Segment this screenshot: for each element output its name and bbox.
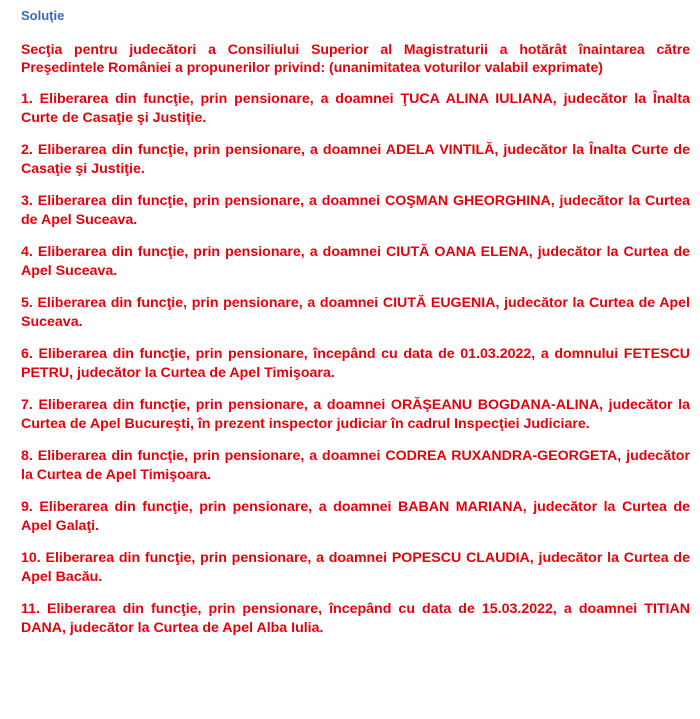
decision-item-4: 4. Eliberarea din funcţie, prin pensionare, a doamnei CIUTĂ OANA ELENA, judecător la Curtea de Apel Suceava. [21,244,690,279]
decision-item-6: 6. Eliberarea din funcţie, prin pensionare, începând cu data de 01.03.2022, a domnului FETESCU PETRU, judecător la Curtea de Apel Timişoara. [21,346,690,381]
decision-item-11: 11. Eliberarea din funcţie, prin pensionare, începând cu data de 15.03.2022, a doamnei TITIAN DANA, judecător la Curtea de Apel Alba Iulia. [21,601,690,636]
decision-item-2: 2. Eliberarea din funcţie, prin pensionare, a doamnei ADELA VINTILĂ, judecător la Înalta Curte de Casaţie şi Justiţie. [21,142,690,177]
section-heading: Soluţie [21,8,65,23]
decision-item-8: 8. Eliberarea din funcţie, prin pensionare, a doamnei CODREA RUXANDRA-GEORGETA, judecător la Curtea de Apel Timişoara. [21,448,690,483]
decision-item-9: 9. Eliberarea din funcţie, prin pensionare, a doamnei BABAN MARIANA, judecător la Curtea de Apel Galaţi. [21,499,690,534]
decision-list [21,90,690,637]
intro-paragraph: Secţia pentru judecători a Consiliului Superior al Magistraturii a hotărât înaintarea către Preşedintele României a propunerilor privind: (unanimitatea voturilor valabil exprimate) [21,41,690,75]
decision-item-3: 3. Eliberarea din funcţie, prin pensionare, a doamnei COŞMAN GHEORGHINA, judecător la Curtea de Apel Suceava. [21,193,690,228]
decision-item-7: 7. Eliberarea din funcţie, prin pensionare, a doamnei ORĂŞEANU BOGDANA-ALINA, judecător la Curtea de Apel Bucureşti, în prezent inspector judiciar în cadrul Inspecţiei Judiciare. [21,397,690,432]
decision-item-5: 5. Eliberarea din funcţie, prin pensionare, a doamnei CIUTĂ EUGENIA, judecător la Curtea de Apel Suceava. [21,295,690,330]
decision-item-10: 10. Eliberarea din funcţie, prin pensionare, a doamnei POPESCU CLAUDIA, judecător la Curtea de Apel Bacău. [21,550,690,585]
decision-item-1: 1. Eliberarea din funcţie, prin pensionare, a doamnei ŢUCA ALINA IULIANA, judecător la Înalta Curte de Casaţie şi Justiţie. [21,91,690,126]
